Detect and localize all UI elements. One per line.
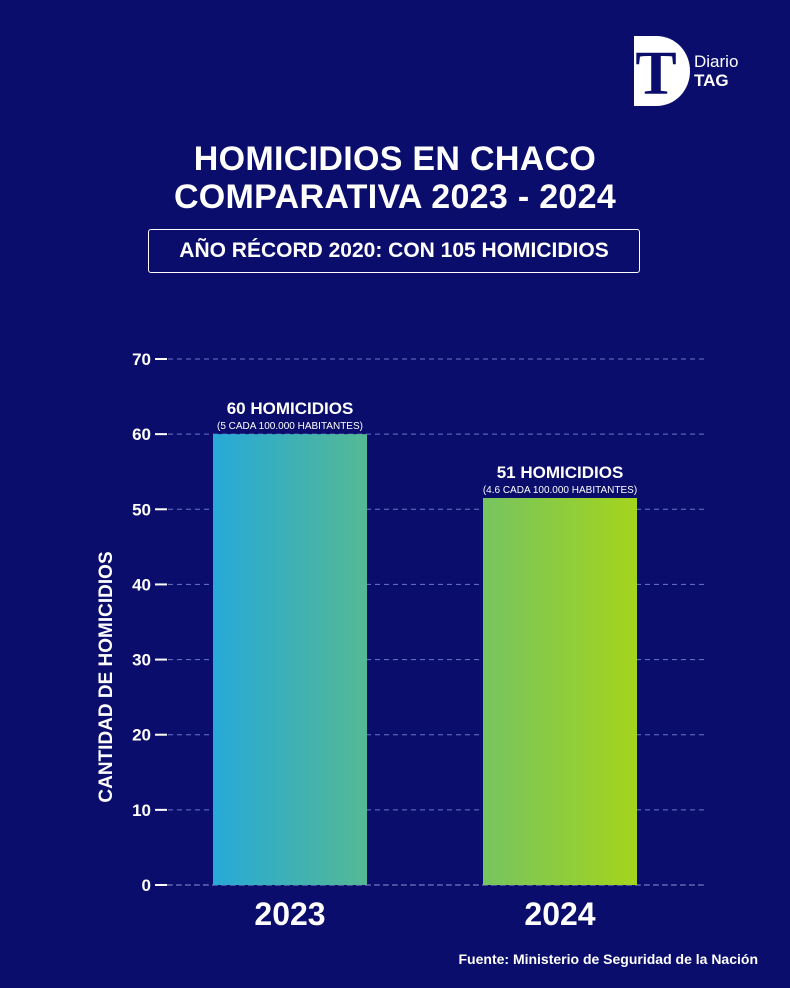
record-badge-text: AÑO RÉCORD 2020: CON 105 HOMICIDIOS xyxy=(179,239,609,262)
y-tick-label: 20 xyxy=(132,725,151,745)
data-label: 51 HOMICIDIOS xyxy=(496,463,624,483)
logo-letter: T xyxy=(635,40,677,106)
y-tick-label: 60 xyxy=(132,425,151,445)
y-tick-label: 30 xyxy=(132,650,151,670)
bar-2023 xyxy=(213,434,367,885)
data-sublabel: (4.6 CADA 100.000 HABITANTES) xyxy=(482,485,638,497)
x-tick-label: 2023 xyxy=(254,896,326,932)
logo-name-line2: TAG xyxy=(694,71,729,90)
logo-name-line1: Diario xyxy=(694,52,739,71)
y-tick-label: 10 xyxy=(132,800,151,820)
y-tick-label: 40 xyxy=(132,575,151,595)
x-tick-label: 2024 xyxy=(524,896,596,932)
source-note: Fuente: Ministerio de Seguridad de la Nación xyxy=(458,951,758,967)
y-tick-label: 0 xyxy=(141,876,151,895)
y-tick-label: 70 xyxy=(132,350,151,369)
chart-title-line2: COMPARATIVA 2023 - 2024 xyxy=(173,178,617,216)
chart-title-line1: HOMICIDIOS EN CHACO xyxy=(193,140,597,178)
y-axis-label: CANTIDAD DE HOMICIDIOS xyxy=(96,551,117,803)
data-label: 60 HOMICIDIOS xyxy=(226,399,354,419)
bar-2024 xyxy=(483,498,637,885)
y-tick-label: 50 xyxy=(132,500,151,520)
data-sublabel: (5 CADA 100.000 HABITANTES) xyxy=(217,421,363,433)
